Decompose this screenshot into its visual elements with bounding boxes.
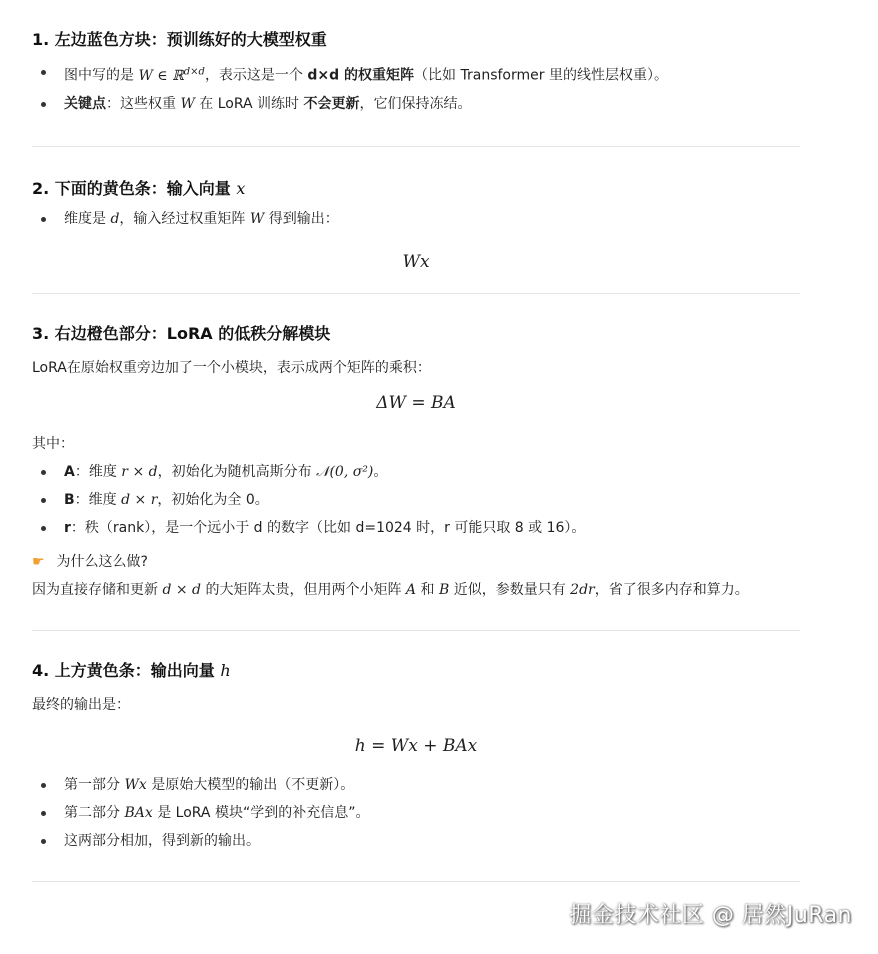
bold-text: 关键点 <box>64 95 106 112</box>
pointing-hand-icon: ☛ <box>32 553 45 570</box>
formula-delta-w: ΔW = BA <box>376 392 456 413</box>
list-item <box>32 205 800 233</box>
math-expression: W ∈ ℝ$^{d\times d}$ <box>138 66 205 84</box>
text: ，初始化为全 0。 <box>157 491 269 508</box>
watermark: 掘金技术社区 @ 居然JuRan <box>569 903 852 928</box>
text: 得到输出： <box>268 210 339 227</box>
section-3-intro: LoRA在原始权重旁边加了一个小模块，表示成两个矩阵的乘积： <box>32 359 431 376</box>
list-item: 第二部分 BAx 是 LoRA 模块“学到的补充信息”。 <box>32 799 800 827</box>
text: （比如 Transformer 里的线性层权重）。 <box>414 67 668 84</box>
section-3 <box>32 294 800 631</box>
text: ，表示这是一个 <box>204 67 303 84</box>
section-1-list <box>32 58 800 118</box>
section-1 <box>32 0 800 147</box>
text: 为什么这么做? <box>56 553 148 570</box>
bold-text: r <box>64 519 71 536</box>
bold-text: d×d 的权重矩阵 <box>307 67 415 84</box>
where-label: 其中： <box>32 435 74 452</box>
why-line <box>32 548 800 576</box>
text: ：维度 <box>74 491 117 508</box>
text: 在 LoRA 训练时 <box>199 95 300 112</box>
explanation: 因为直接存储和更新 d × d 的大矩阵太贵，但用两个小矩阵 A 和 B 近似，参数量只有 2dr，省了很多内存和算力。 <box>32 581 749 598</box>
section-3-title: 3. 右边橙色部分：LoRA 的低秩分解模块 <box>32 323 331 343</box>
math-expression: W <box>249 210 265 227</box>
text: 图中写的是 <box>64 67 134 84</box>
bold-text: A <box>64 463 75 480</box>
formula-h: h = Wx + BAx <box>354 735 478 756</box>
divider <box>32 881 800 882</box>
document-body <box>32 0 800 882</box>
text: ：秩（rank），是一个远小于 d 的数字（比如 d=1024 时，r 可能只取 8 或 16）。 <box>70 519 586 536</box>
section-4-title: 4. 上方黄色条：输出向量 h <box>32 660 231 680</box>
text: ，输入经过权重矩阵 <box>119 210 246 227</box>
math-expression: d <box>110 210 120 227</box>
section-2 <box>32 147 800 294</box>
list-item <box>32 58 800 90</box>
section-4-intro: 最终的输出是： <box>32 696 130 713</box>
section-2-title: 2. 下面的黄色条：输入向量 x <box>32 178 246 198</box>
section-3-list <box>32 458 800 542</box>
math-expression: r × d <box>121 463 158 480</box>
bold-text: B <box>64 491 75 508</box>
math-expression: d × r <box>121 491 158 508</box>
section-1-title: 1. 左边蓝色方块：预训练好的大模型权重 <box>32 30 327 49</box>
bold-text: 不会更新 <box>303 95 360 112</box>
text: ：维度 <box>74 463 117 480</box>
text: ，初始化为随机高斯分布 <box>157 463 312 480</box>
text: ，它们保持冻结。 <box>359 95 472 112</box>
section-4-list <box>32 771 800 855</box>
section-2-list <box>32 205 800 233</box>
text: 。 <box>373 463 388 480</box>
text: 维度是 <box>64 210 106 227</box>
list-item <box>32 486 800 514</box>
text: ：这些权重 <box>106 95 176 112</box>
section-4 <box>32 631 800 882</box>
list-item: 第一部分 Wx 是原始大模型的输出（不更新）。 <box>32 771 800 799</box>
formula-wx: Wx <box>402 251 430 272</box>
list-item <box>32 514 800 542</box>
list-item <box>32 458 800 486</box>
list-item: 这两部分相加，得到新的输出。 <box>32 827 800 855</box>
math-expression: 𝒩(0, σ²) <box>316 463 374 480</box>
list-item <box>32 90 800 118</box>
math-expression: W <box>180 95 195 112</box>
